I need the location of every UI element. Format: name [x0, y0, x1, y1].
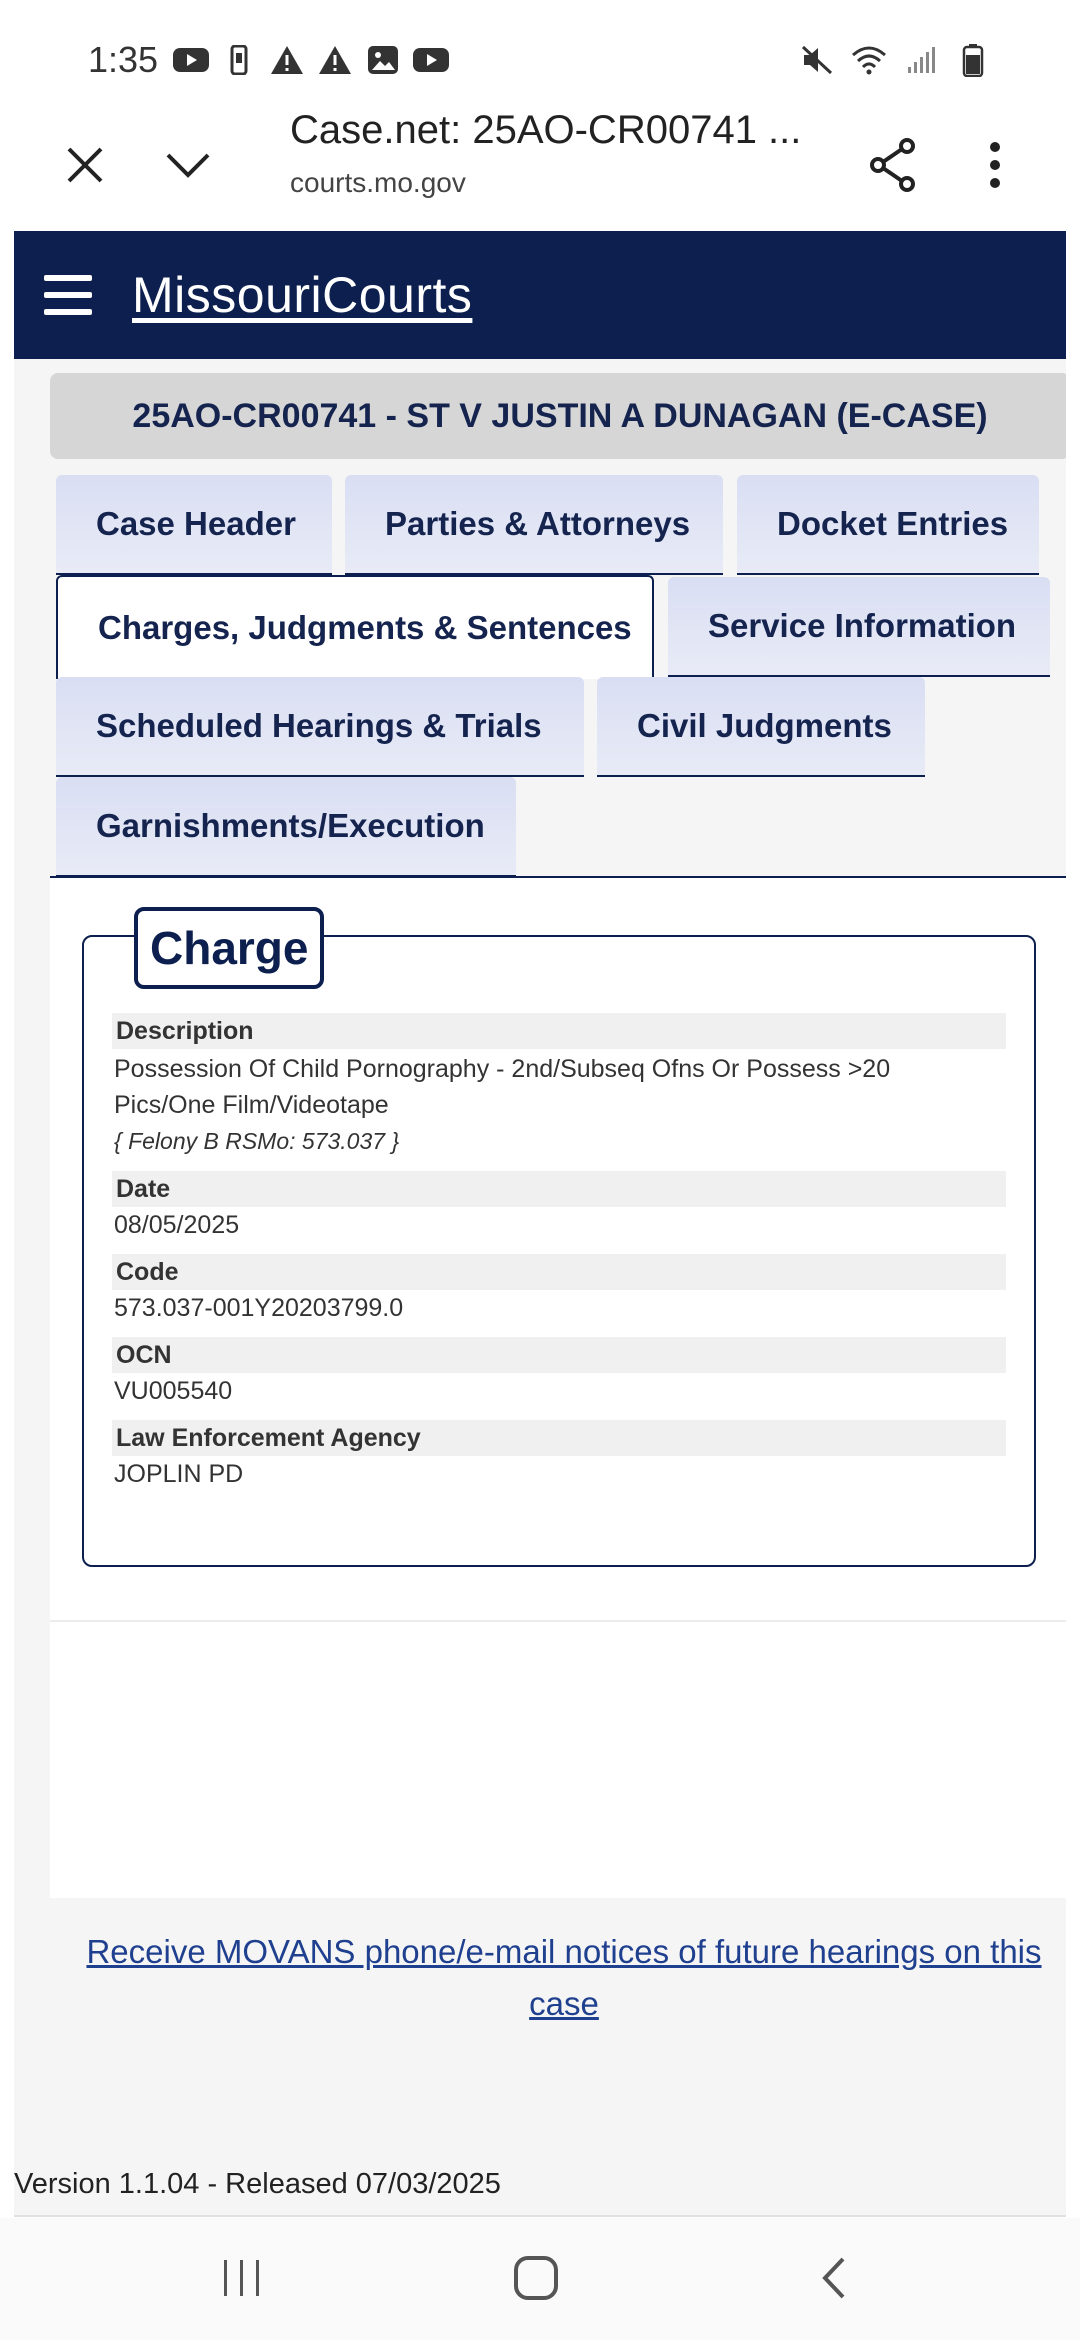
agency-label: Law Enforcement Agency [112, 1420, 1006, 1456]
close-icon[interactable] [40, 120, 130, 210]
mute-icon [798, 45, 836, 75]
menu-icon[interactable] [44, 275, 92, 315]
wifi-icon [850, 45, 888, 75]
youtube-icon [412, 45, 450, 75]
chevron-down-icon[interactable] [143, 120, 233, 210]
recent-apps-icon[interactable] [202, 2238, 282, 2318]
version-text: Version 1.1.04 - Released 07/03/2025 [14, 2168, 501, 2200]
site-title-link[interactable]: MissouriCourts [132, 267, 473, 323]
tab-civil-judgments[interactable]: Civil Judgments [597, 677, 925, 777]
description-line-1: Possession Of Child Pornography - 2nd/Subseq Ofns Or Possess >20 [114, 1055, 891, 1083]
tab-garnishments-execution[interactable]: Garnishments/Execution [56, 777, 516, 877]
description-label: Description [112, 1013, 1006, 1049]
notification-icons [172, 45, 450, 75]
more-options-icon[interactable] [950, 120, 1040, 210]
charge-heading: Charge [134, 907, 324, 989]
warning-icon [316, 45, 354, 75]
browser-url: courts.mo.gov [290, 167, 466, 198]
movans-notices-link[interactable]: Receive MOVANS phone/e-mail notices of future hearings on this case [86, 1933, 1042, 2022]
date-label: Date [112, 1171, 1006, 1207]
system-nav-bar [0, 2218, 1080, 2340]
status-time: 1:35 [88, 39, 159, 80]
image-icon [364, 45, 402, 75]
page-title-area[interactable] [290, 108, 810, 199]
code-label: Code [112, 1254, 1006, 1290]
tab-parties-attorneys[interactable]: Parties & Attorneys [345, 475, 723, 575]
browser-toolbar [0, 100, 1080, 230]
description-line-2: Pics/One Film/Videotape [114, 1091, 389, 1119]
system-icons [798, 45, 992, 75]
ocn-value: VU005540 [114, 1377, 233, 1405]
description-value [114, 1051, 994, 1159]
site-header [14, 231, 1066, 359]
tab-scheduled-hearings-trials[interactable]: Scheduled Hearings & Trials [56, 677, 584, 777]
signal-icon [902, 45, 940, 75]
agency-value: JOPLIN PD [114, 1460, 244, 1488]
back-icon[interactable] [794, 2238, 874, 2318]
ocn-label: OCN [112, 1337, 1006, 1373]
battery-icon [954, 45, 992, 75]
divider [14, 2215, 1066, 2217]
browser-page-title: Case.net: 25AO-CR00741 ... [290, 108, 802, 152]
divider [50, 1620, 1066, 1622]
case-title: 25AO-CR00741 - ST V JUSTIN A DUNAGAN (E-CASE) [50, 373, 1066, 459]
tab-service-information[interactable]: Service Information [668, 577, 1050, 677]
code-value: 573.037-001Y20203799.0 [114, 1294, 404, 1322]
tab-docket-entries[interactable]: Docket Entries [737, 475, 1039, 575]
warning-icon [268, 45, 306, 75]
tab-case-header[interactable]: Case Header [56, 475, 332, 575]
youtube-icon [172, 45, 210, 75]
home-icon[interactable] [496, 2238, 576, 2318]
web-page [14, 231, 1066, 2217]
date-value: 08/05/2025 [114, 1211, 240, 1239]
tab-charges-judgments-sentences[interactable]: Charges, Judgments & Sentences [56, 575, 654, 679]
phone-icon [220, 45, 258, 75]
statute-reference: { Felony B RSMo: 573.037 } [114, 1128, 400, 1154]
share-icon[interactable] [848, 120, 938, 210]
